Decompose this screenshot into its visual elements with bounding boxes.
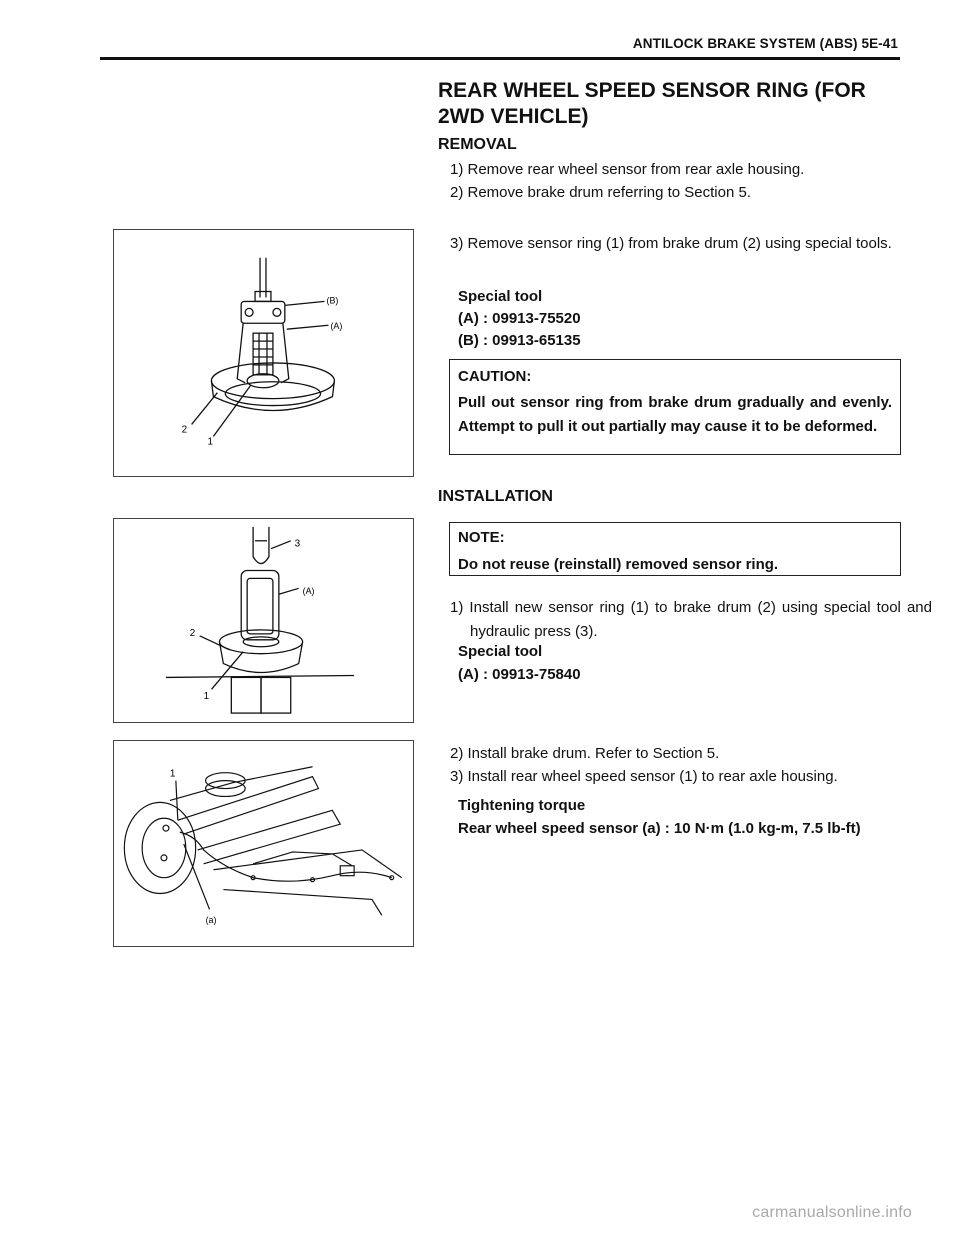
installation-heading: INSTALLATION — [438, 488, 553, 505]
figure-sensor-ring-installation — [113, 518, 414, 723]
rear-axle-sensor-illustration — [114, 741, 413, 946]
installation-step-3: 3) Install rear wheel speed sensor (1) to rear axle housing. — [450, 768, 838, 785]
fig3-label-1: 1 — [169, 768, 176, 780]
fig1-label-a: (A) — [330, 321, 343, 332]
fig1-label-2: 2 — [181, 424, 188, 436]
torque-value: Rear wheel speed sensor (a) : 10 N·m (1.0 kg-m, 7.5 lb-ft) — [458, 820, 861, 837]
special-tool-a-1: (A) : 09913-75520 — [458, 310, 581, 327]
special-tool-label-2: Special tool — [458, 643, 543, 660]
special-tool-b-1: (B) : 09913-65135 — [458, 332, 581, 349]
special-tool-label-1: Special tool — [458, 288, 543, 305]
installation-step-1: 1) Install new sensor ring (1) to brake drum (2) using special tool and hydraulic press (3). — [450, 599, 932, 640]
fig2-label-1: 1 — [203, 691, 210, 703]
fig2-label-a: (A) — [302, 586, 315, 597]
note-box — [449, 522, 901, 576]
figure-sensor-ring-removal — [113, 229, 414, 477]
fig1-label-1: 1 — [207, 436, 213, 448]
sensor-ring-removal-illustration — [114, 230, 413, 476]
removal-step-1: 1) Remove rear wheel sensor from rear axle housing. — [450, 161, 805, 178]
watermark: carmanualsonline.info — [752, 1204, 912, 1221]
fig3-label-a: (a) — [205, 915, 217, 926]
fig1-label-b: (B) — [326, 295, 339, 306]
figure-sensor-installation — [113, 740, 414, 947]
removal-step-3: 3) Remove sensor ring (1) from brake drum (2) using special tools. — [450, 235, 892, 252]
torque-label: Tightening torque — [458, 797, 586, 814]
sensor-ring-installation-illustration — [114, 519, 413, 722]
caution-text: Pull out sensor ring from brake drum gradually and evenly. Attempt to pull it out partially may cause it to be deformed. — [458, 394, 892, 435]
removal-step-2: 2) Remove brake drum referring to Section 5. — [450, 184, 751, 201]
note-text: Do not reuse (reinstall) removed sensor ring. — [458, 556, 779, 573]
header-rule — [100, 57, 900, 60]
installation-step-2: 2) Install brake drum. Refer to Section 5. — [450, 745, 720, 762]
fig2-label-3: 3 — [294, 538, 301, 550]
fig2-label-2: 2 — [189, 627, 196, 639]
note-label: NOTE: — [458, 529, 505, 546]
caution-box — [449, 359, 901, 455]
special-tool-a-2: (A) : 09913-75840 — [458, 666, 581, 683]
running-header: ANTILOCK BRAKE SYSTEM (ABS) 5E-41 — [632, 36, 898, 51]
section-title: REAR WHEEL SPEED SENSOR RING (FOR 2WD VEHICLE) — [438, 79, 866, 128]
caution-label: CAUTION: — [458, 368, 532, 385]
removal-heading: REMOVAL — [438, 136, 517, 153]
